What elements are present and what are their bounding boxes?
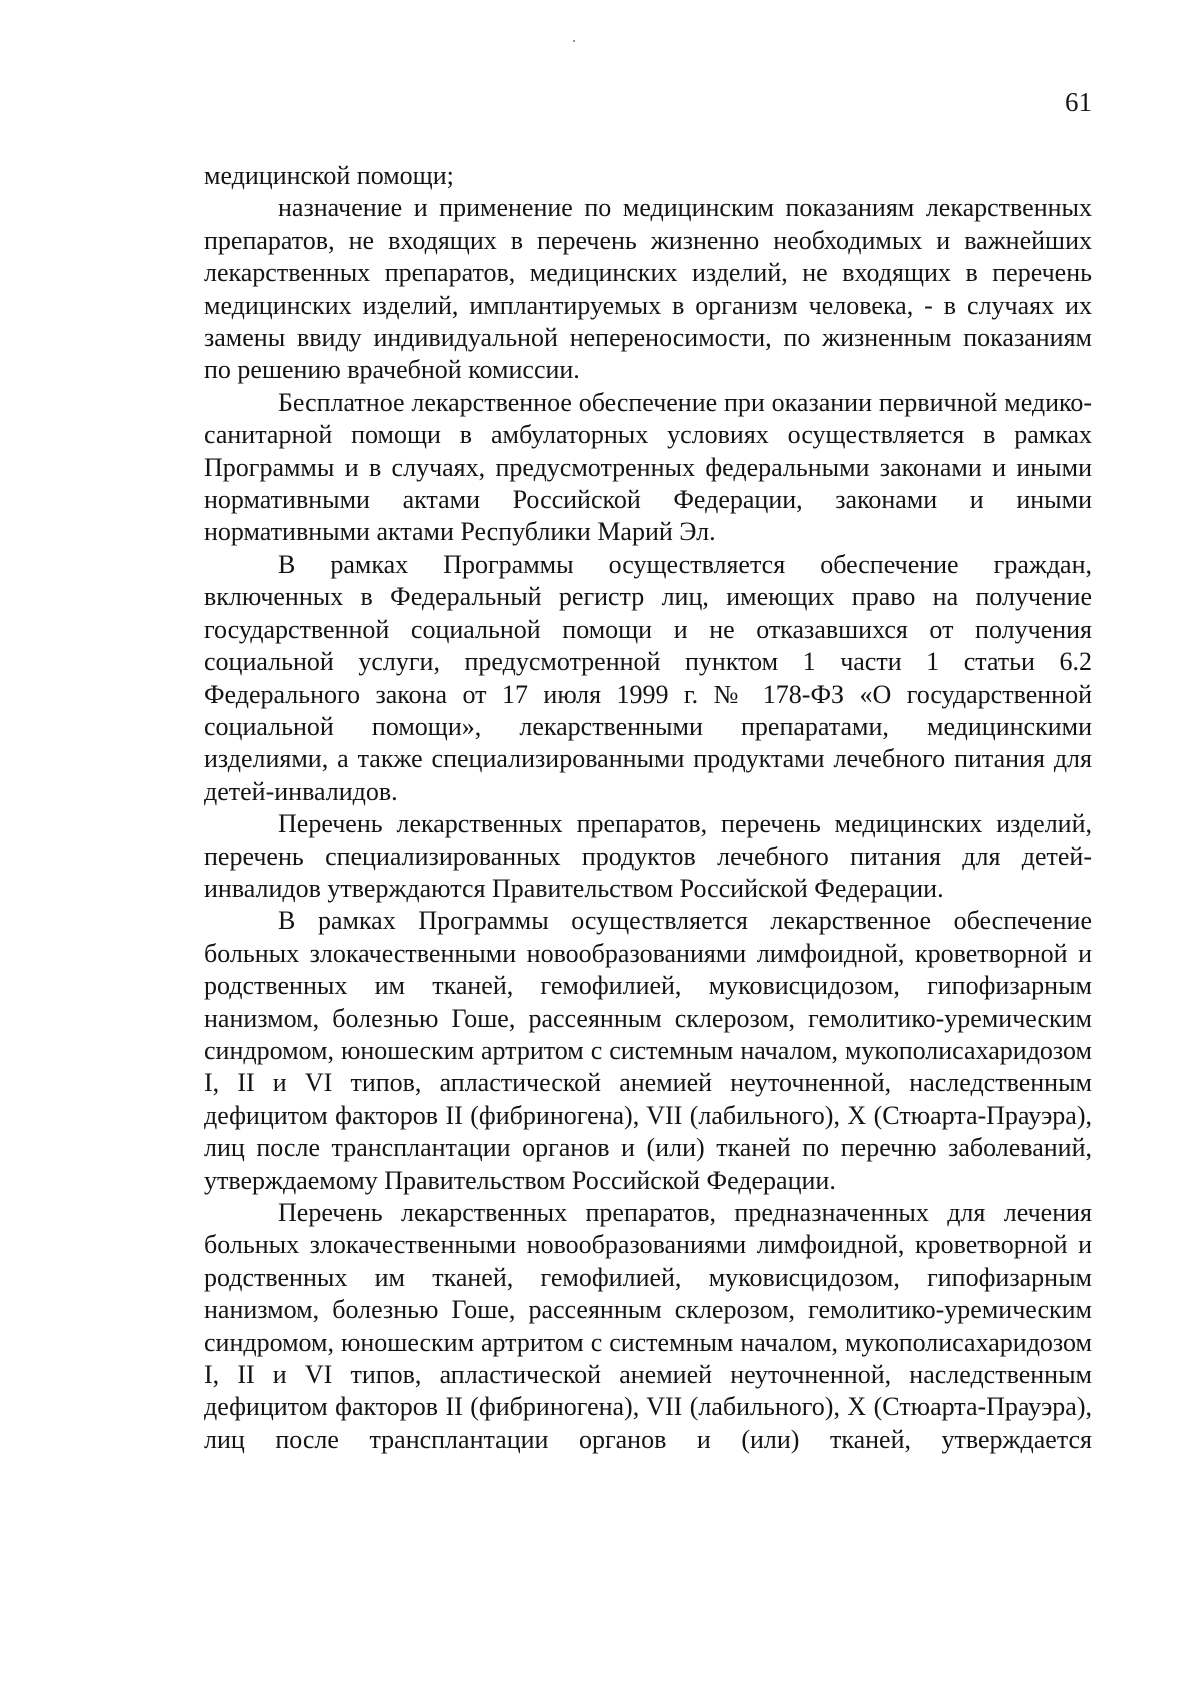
- paragraph: медицинской помощи;: [204, 161, 454, 190]
- document-body: [204, 160, 1092, 1456]
- paragraph: В рамках Программы осуществляется лекарственное обеспечение больных злокачественными новообразованиями лимфоидной, кроветворной и родственных им тканей, гемофилией, муковисцидозом, гипофизарным нанизмом, болезнью Гоше, рассеянным склерозом, гемолитико-уремическим синдромом, юношеским артритом с системным началом, мукополисахаридозом I, II и VI типов, апластической анемией неуточненной, наследственным дефицитом факторов II (фибриногена), VII (лабильного), X (Стюарта-Прауэра), лиц после трансплантации органов и (или) тканей по перечню заболеваний, утверждаемому Правительством Российской Федерации.: [204, 906, 1092, 1195]
- page-number: 61: [1065, 87, 1092, 117]
- scan-artifact: [573, 40, 575, 42]
- paragraph: Перечень лекарственных препаратов, предназначенных для лечения больных злокачественными новообразованиями лимфоидной, кроветворной и родственных им тканей, гемофилией, муковисцидозом, гипофизарным нанизмом, болезнью Гоше, рассеянным склерозом, гемолитико-уремическим синдромом, юношеским артритом с системным началом, мукополисахаридозом I, II и VI типов, апластической анемией неуточненной, наследственным дефицитом факторов II (фибриногена), VII (лабильного), X (Стюарта-Прауэра), лиц после трансплантации органов и (или) тканей, утверждается: [204, 1198, 1092, 1454]
- paragraph: Перечень лекарственных препаратов, перечень медицинских изделий, перечень специализированных продуктов лечебного питания для детей-инвалидов утверждаются Правительством Российской Федерации.: [204, 809, 1092, 903]
- paragraph: назначение и применение по медицинским показаниям лекарственных препаратов, не входящих в перечень жизненно необходимых и важнейших лекарственных препаратов, медицинских изделий, не входящих в перечень медицинских изделий, имплантируемых в организм человека, - в случаях их замены ввиду индивидуальной непереносимости, по жизненным показаниям по решению врачебной комиссии.: [204, 193, 1092, 385]
- paragraph: Бесплатное лекарственное обеспечение при оказании первичной медико-санитарной помощи в амбулаторных условиях осуществляется в рамках Программы и в случаях, предусмотренных федеральными законами и иными нормативными актами Российской Федерации, законами и иными нормативными актами Республики Марий Эл.: [204, 387, 1092, 547]
- paragraph: В рамках Программы осуществляется обеспечение граждан, включенных в Федеральный регистр лиц, имеющих право на получение государственной социальной помощи и не отказавшихся от получения социальной услуги, предусмотренной пунктом 1 части 1 статьи 6.2 Федерального закона от 17 июля 1999 г. № 178-ФЗ «О государственной социальной помощи», лекарственными препаратами, медицинскими изделиями, а также специализированными продуктами лечебного питания для детей-инвалидов.: [204, 549, 1092, 806]
